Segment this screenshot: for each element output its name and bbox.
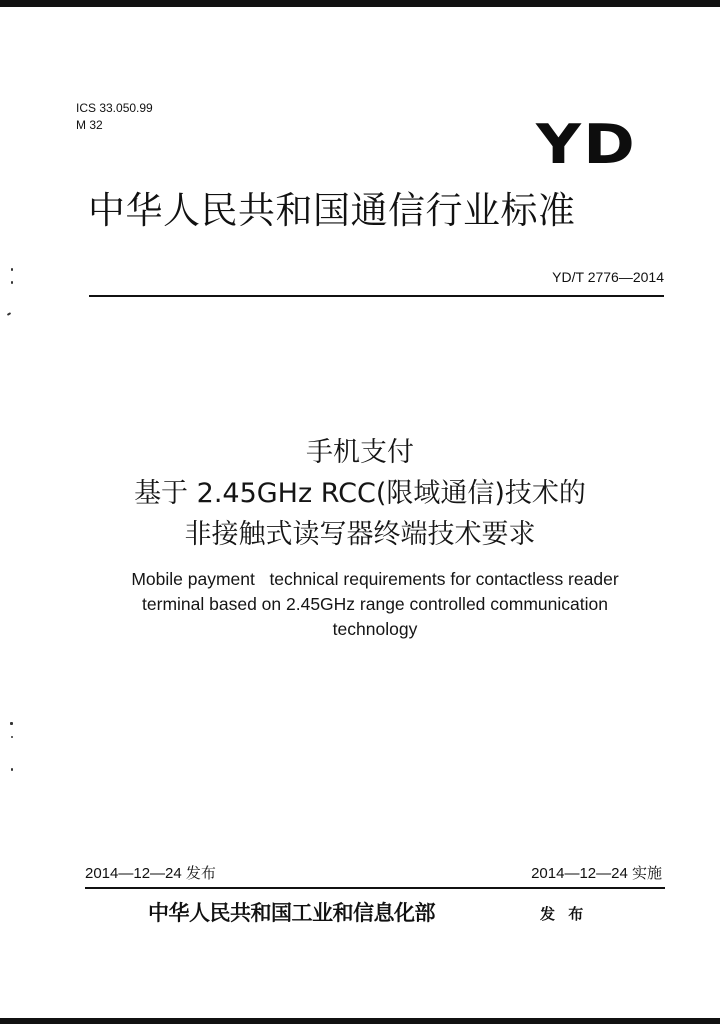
organization-title: 中华人民共和国通信行业标准 [88,189,576,232]
publish-label: 发 布 [540,905,588,923]
bottom-border-band [0,1018,720,1024]
issue-date: 2014—12—24 发布 [85,865,216,882]
scan-speck [11,736,13,738]
classification-code: M 32 [76,118,103,132]
title-line-2: 基于 2.45GHz RCC(限域通信)技术的 [134,478,586,509]
title-line-1: 手机支付 [306,437,414,468]
footer-rule [85,887,665,889]
title-line-3: 非接触式读写器终端技术要求 [184,519,536,550]
standard-number: YD/T 2776—2014 [552,269,664,285]
english-title [0,567,720,642]
english-title-line-1: Mobile payment technical requirements for contactless reader [131,569,619,589]
english-title-line-2: terminal based on 2.45GHz range controlled communication [142,594,608,614]
header-rule [89,295,664,297]
top-border-band [0,0,720,7]
scan-speck [11,768,13,771]
implementation-date: 2014—12—24 实施 [531,865,662,882]
yd-logo: YD [536,113,638,176]
scan-speck [10,722,13,725]
english-title-line-3: technology [332,619,418,639]
chinese-title [0,432,720,555]
scan-speck [7,312,11,316]
publisher-name: 中华人民共和国工业和信息化部 [148,900,435,925]
scan-speck [11,268,13,271]
ics-code: ICS 33.050.99 [76,101,153,115]
scan-speck [11,281,13,284]
